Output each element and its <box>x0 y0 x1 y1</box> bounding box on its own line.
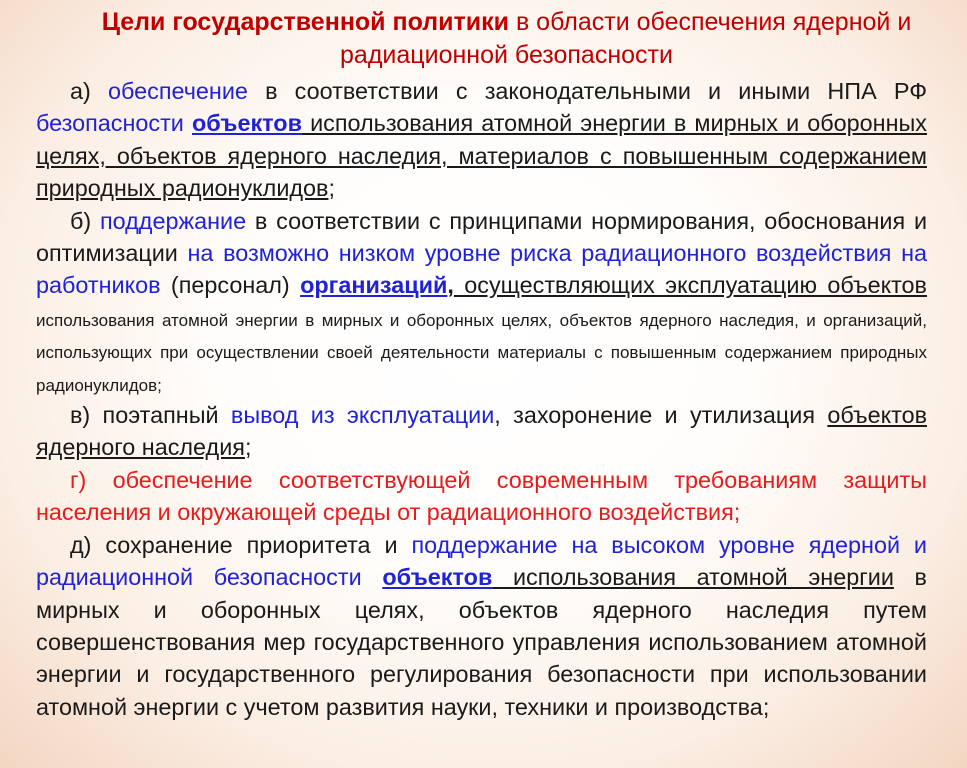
item-a-highlight-2: безопасности <box>36 110 184 137</box>
item-a-text-1: в соответствии с законодательными и иными НПА РФ <box>247 78 927 104</box>
item-a-underlined: использования атомной энергии в мирных и оборонных целях, объектов ядерного наследия, материалов с повышенным содержанием природных радионуклидов <box>36 110 928 202</box>
item-a-text-2 <box>184 110 192 136</box>
item-d-prefix: д) сохранение приоритета и <box>70 531 412 558</box>
item-a-prefix: а) <box>70 78 108 104</box>
item-b-text-2: (персонал) <box>160 272 301 299</box>
item-v-underlined: объектов ядерного наследия <box>36 402 927 461</box>
item-a <box>36 75 927 205</box>
title-rest: в области обеспечения ядерной и радиационной безопасности <box>340 8 912 69</box>
item-b-organizations-link[interactable]: организаций <box>300 272 448 299</box>
item-d-underlined: использования атомной энергии <box>492 564 894 591</box>
item-b-prefix: б) <box>70 207 100 234</box>
item-g: г) обеспечение соответствующей современным требованиям защиты населения и окружающей среды от радиационного воздействия; <box>36 466 927 526</box>
item-d-text-2: в мирных и оборонных целях, объектов ядерного наследия путем совершенствования мер государственного управления использованием атомной энергии и государственного регулирования безопасности при использовании атомной энергии с учетом развития науки, техники и производства; <box>36 564 927 720</box>
item-v <box>36 399 927 464</box>
item-b-highlight-1: поддержание <box>99 207 247 234</box>
title-strong: Цели государственной политики <box>101 8 509 36</box>
item-a-end: ; <box>328 175 335 202</box>
item-b-underlined: осуществляющих эксплуатацию объектов <box>453 272 927 299</box>
item-b-comma: , <box>447 272 454 299</box>
item-v-text: , захоронение и утилизация <box>494 402 828 429</box>
item-d <box>36 529 927 723</box>
item-a-highlight-1: обеспечение <box>107 78 248 104</box>
slide-title <box>36 6 927 72</box>
item-d-highlight: поддержание на высоком уровне ядерной и радиационной безопасности <box>36 531 927 591</box>
item-b-small-text: использования атомной энергии в мирных и оборонных целях, объектов ядерного наследия, и организаций, использующих при осуществлении своей деятельности материалы с повышенным содержанием природных радионуклидов; <box>36 310 927 395</box>
item-b <box>36 205 927 399</box>
item-a-objects-link[interactable]: объектов <box>191 110 302 137</box>
item-d-objects-link[interactable]: объектов <box>382 564 493 591</box>
item-v-prefix: в) поэтапный <box>70 402 231 429</box>
item-v-end: ; <box>244 434 252 461</box>
item-d-text-1 <box>362 564 383 590</box>
item-v-highlight: вывод из эксплуатации <box>230 402 495 429</box>
item-b-highlight-2: на возможно низком уровне риска радиационного воздействия на работников <box>36 240 927 299</box>
item-b-text-1: в соответствии с принципами нормирования, обоснования и оптимизации <box>36 207 928 267</box>
